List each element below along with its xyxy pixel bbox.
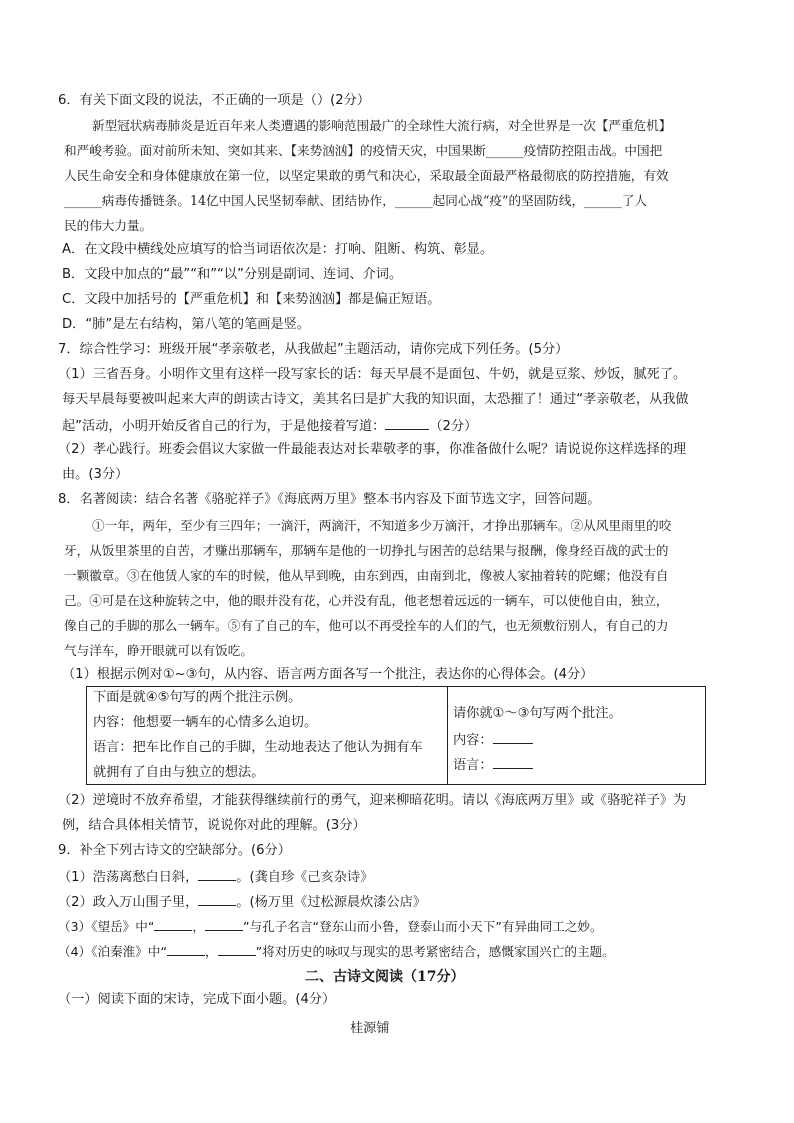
q6-option-d: D．“肺”是左右结构，第八笔的笔画是竖。 bbox=[62, 317, 311, 332]
table-right-prompt: 请你就①～③句写两个批注。 bbox=[453, 706, 622, 721]
q7-sub1-line-3 bbox=[62, 416, 477, 436]
q6-option-c: C．文段中加括号的【严重危机】和【来势汹汹】都是偏正短语。 bbox=[62, 292, 441, 307]
q9-item-3-post: ”与孔子名言“登东山而小鲁，登泰山而小天下”有异曲同工之妙。 bbox=[243, 919, 603, 934]
q7-sub1-line-1: （1）三省吾身。小明作文里有这样一段写家长的话：每天早晨不是面包、牛奶，就是豆浆、炒饭，腻死了。 bbox=[58, 367, 687, 382]
q6-passage-line-3: 人民生命安全和身体健康放在第一位，以坚定果敢的勇气和决心，采取最全面最严格最彻底的防控措施，有效 bbox=[64, 168, 669, 183]
q9-item-3-pre: （3）《望岳》中“ bbox=[58, 919, 155, 934]
q9-item-3 bbox=[58, 917, 603, 936]
q8-passage-line-3: 一颗徽章。③在他赁人家的车的时候，他从早到晚，由东到西，由南到北，像被人家抽着转的陀螺；他没有自 bbox=[64, 568, 669, 583]
table-left-line-1: 下面是就④⑤句写的两个批注示例。 bbox=[93, 690, 302, 705]
q9-item-4-pre: （4）《泊秦淮》中“ bbox=[58, 944, 167, 959]
q9-item-3-blank-2[interactable] bbox=[205, 917, 243, 931]
table-right-language bbox=[453, 755, 533, 775]
q8-passage-line-6: 气与洋车，睁开眼就可以有饭吃。 bbox=[64, 643, 253, 658]
q8-passage-line-2: 牙，从饭里茶里的自苦，才赚出那辆车，那辆车是他的一切挣扎与困苦的总结果与报酬，像身经百战的武士的 bbox=[64, 543, 669, 558]
q9-item-4-post: ”将对历史的咏叹与现实的思考紧密结合，感慨家国兴亡的主题。 bbox=[255, 944, 615, 959]
q7-sub2-line-1: （2）孝心践行。班委会倡议大家做一件最能表达对长辈敬孝的事，你准备做什么呢？请说说你这样选择的理 bbox=[58, 442, 687, 457]
q9-item-4 bbox=[58, 942, 615, 961]
table-divider bbox=[447, 687, 448, 784]
q8-sub2-line-1: （2）逆境时不放弃希望，才能获得继续前行的勇气，迎来柳暗花明。请以《海底两万里》或《骆驼祥子》为 bbox=[58, 793, 687, 808]
language-answer-blank[interactable] bbox=[493, 755, 533, 769]
q9-stem: 9．补全下列古诗文的空缺部分。(6分） bbox=[58, 843, 291, 858]
section-2-part-1: （一）阅读下面的宋诗，完成下面小题。(4分） bbox=[58, 992, 336, 1007]
content-answer-blank[interactable] bbox=[493, 730, 533, 744]
q7-sub1-line-2: 每天早晨每要被叫起来大声的朗读古诗文，美其名曰是扩大我的知识面，太恐摧了！通过“孝亲敬老，从我做 bbox=[62, 392, 689, 407]
q8-passage-line-5: 像自己的手脚的那么一辆车。⑤有了自己的车，他可以不再受拴车的人们的气，也无须敷衍别人，有自己的力 bbox=[64, 618, 669, 633]
q9-item-2-blank[interactable] bbox=[198, 892, 236, 906]
q6-stem: 6．有关下面文段的说法，不正确的一项是（）(2分） bbox=[58, 93, 371, 108]
q7-sub1-line-3-text: 起”活动，小明开始反省自己的行为，于是他接着写道： bbox=[62, 419, 386, 434]
q6-passage-line-4: ______病毒传播链条。14亿中国人民坚韧奉献、团结协作，______起同心战“疫”的坚固防线，______了人 bbox=[64, 193, 648, 208]
q9-item-4-mid: ， bbox=[205, 944, 218, 959]
q9-item-1-pre: （1）浩荡离愁白日斜， bbox=[58, 870, 199, 885]
q8-passage-line-4: 己。④可是在这种旋转之中，他的眼并没有花，心并没有乱，他老想着远远的一辆车，可以使他自由，独立， bbox=[64, 593, 669, 608]
q7-answer-blank[interactable] bbox=[385, 416, 429, 430]
annotation-table bbox=[86, 686, 706, 785]
table-left-line-3: 语言：把车比作自己的手脚，生动地表达了他认为拥有车 bbox=[93, 740, 423, 755]
table-left-line-4: 就拥有了自由与独立的想法。 bbox=[93, 765, 265, 780]
q9-item-2 bbox=[58, 892, 426, 912]
q9-item-4-blank-2[interactable] bbox=[218, 942, 256, 956]
q9-item-1-post: 。(龚自珍《己亥杂诗》 bbox=[236, 870, 374, 885]
q9-item-1 bbox=[58, 867, 373, 887]
section-2-heading: 二、古诗文阅读（17分） bbox=[305, 969, 465, 985]
q9-item-3-blank-1[interactable] bbox=[154, 917, 192, 931]
q6-option-b: B．文段中加点的“最”“和”“以”分别是副词、连词、介词。 bbox=[62, 267, 403, 282]
language-label: 语言： bbox=[453, 758, 493, 773]
q8-sub2-line-2: 例，结合具体相关情节，说说你对此的理解。(3分） bbox=[62, 818, 366, 833]
q8-stem: 8．名著阅读：结合名著《骆驼祥子》《海底两万里》整本书内容及下面节选文字，回答问题。 bbox=[58, 492, 601, 507]
table-right-content bbox=[453, 730, 533, 750]
poem-title: 桂源铺 bbox=[350, 1021, 390, 1036]
content-label: 内容： bbox=[453, 733, 493, 748]
q9-item-4-blank-1[interactable] bbox=[167, 942, 205, 956]
q8-passage-line-1: ①一年，两年，至少有三四年；一滴汗，两滴汗，不知道多少万滴汗，才挣出那辆车。②从风里雨里的咬 bbox=[92, 518, 672, 533]
q6-passage-line-5: 民的伟大力量。 bbox=[64, 218, 153, 233]
q7-sub1-points: （2分） bbox=[429, 419, 478, 434]
q9-item-2-pre: （2）政入万山围子里， bbox=[58, 895, 199, 910]
q6-passage-line-2: 和严峻考验。面对前所未知、突如其来、【来势汹汹】的疫情天灾，中国果断______疫情防控阻击战。中国把 bbox=[64, 143, 663, 158]
q9-item-1-blank[interactable] bbox=[198, 867, 236, 881]
q7-stem: 7．综合性学习：班级开展“孝亲敬老，从我做起”主题活动，请你完成下列任务。(5分） bbox=[58, 342, 569, 357]
q7-sub2-line-2: 由。(3分） bbox=[62, 467, 129, 482]
table-left-line-2: 内容：他想要一辆车的心情多么迫切。 bbox=[93, 715, 318, 730]
q8-sub1: （1）根据示例对①~③句，从内容、语言两方面各写一个批注，表达你的心得体会。(4分） bbox=[62, 667, 594, 682]
q6-passage-line-1: 新型冠状病毒肺炎是近百年来人类遭遇的影响范围最广的全球性大流行病，对全世界是一次【严重危机】 bbox=[92, 118, 672, 133]
q9-item-2-post: 。(杨万里《过松源晨炊漆公店》 bbox=[236, 895, 427, 910]
q9-item-3-mid: ， bbox=[192, 919, 205, 934]
q6-option-a: A．在文段中横线处应填写的恰当词语依次是：打响、阻断、构筑、彰显。 bbox=[62, 242, 494, 257]
